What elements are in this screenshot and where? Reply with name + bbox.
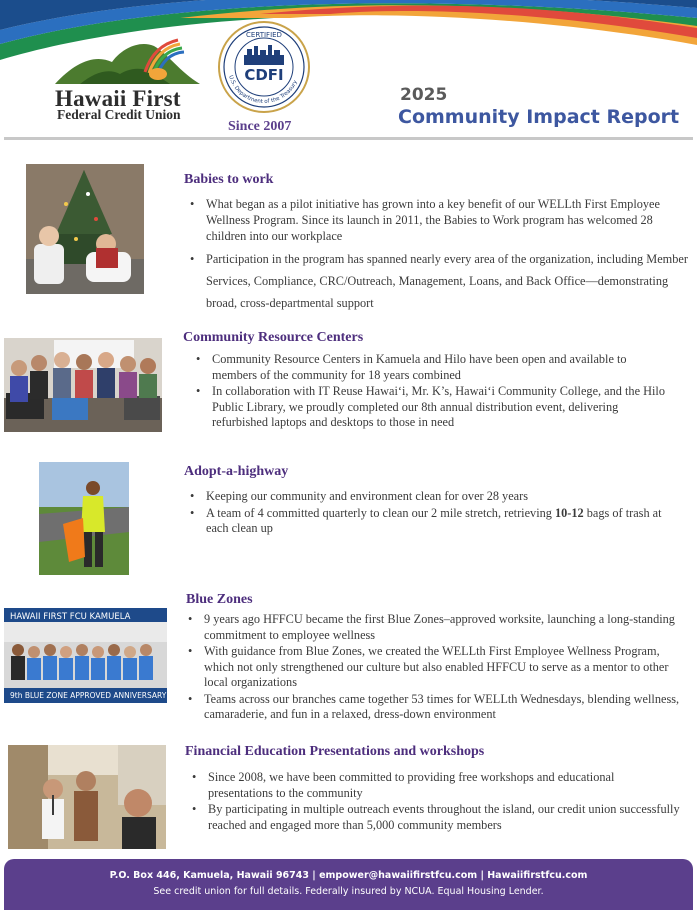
cdfi-certified-text: CERTIFIED (246, 31, 282, 39)
org-name: Hawaii First (55, 86, 181, 111)
trash-bags-count: 10-12 (554, 505, 584, 520)
list-item: • Keeping our community and environment clean for over 28 years (188, 489, 668, 505)
babies-to-work-photo (26, 164, 144, 294)
list-item: • Community Resource Centers in Kamuela and Hilo have been open and available to members of the community for 18 years combined (194, 352, 674, 383)
community-resource-centers-photo (4, 338, 162, 432)
babies-bullets (188, 196, 688, 315)
cdfi-label: CDFI (244, 66, 284, 84)
highway-bullet-text: A team of 4 committed quarterly to clean our 2 mile stretch, retrieving (206, 505, 555, 520)
financial-ed-bullets (190, 770, 680, 834)
list-item: • With guidance from Blue Zones, we created the WELLth First Employee Wellness Program, which not only strengthened our culture but also enabled HFFCU to serve as a mentor to other local organizations (186, 644, 686, 691)
section-title-babies: Babies to work (184, 172, 274, 187)
header-divider (4, 137, 693, 140)
list-item: • 9 years ago HFFCU became the first Blue Zones–approved worksite, launching a long-standing commitment to employee wellness (186, 612, 686, 643)
list-item: • By participating in multiple outreach events throughout the island, our credit union successfully reached and engaged more than 5,000 community members (190, 802, 680, 833)
footer-bar (4, 859, 693, 910)
list-item: • Teams across our branches came together 53 times for WELLth Wednesdays, blending wellness, camaraderie, and fun in a relaxed, dress-down environment (186, 692, 686, 723)
list-item: • Since 2008, we have been committed to providing free workshops and educational presentations to the community (190, 770, 680, 801)
section-title-highway: Adopt-a-highway (184, 464, 289, 479)
report-year: 2025 (400, 85, 448, 105)
section-title-financial-ed: Financial Education Presentations and workshops (185, 744, 485, 759)
cdfi-seal (217, 20, 311, 114)
footer-contact: P.O. Box 446, Kamuela, Hawaii 96743 | empower@hawaiifirstfcu.com | Hawaiifirstfcu.com (109, 870, 588, 881)
section-title-blue-zones: Blue Zones (186, 592, 253, 607)
highway-bullets (188, 489, 668, 538)
footer-disclaimer: See credit union for full details. Federally insured by NCUA. Equal Housing Lender. (153, 886, 544, 897)
cdfi-ring-text: U.S. Department of the Treasury (227, 74, 299, 106)
adopt-a-highway-photo (39, 462, 129, 575)
blue-zones-banner-top: HAWAII FIRST FCU KAMUELA (10, 612, 131, 622)
org-subtitle: Federal Credit Union (57, 107, 181, 122)
financial-education-photo (8, 745, 166, 849)
report-header (0, 0, 697, 140)
report-title: Community Impact Report (398, 106, 680, 128)
blue-zones-banner-bottom: 9th BLUE ZONE APPROVED ANNIVERSARY (10, 691, 167, 700)
blue-zones-photo (4, 608, 167, 703)
since-year: Since 2007 (228, 119, 292, 134)
list-item: • Participation in the program has spanned nearly every area of the organization, including Member Services, Compliance, CRC/Outreach, Management, Loans, and Back Office—demonstrating broad, cross-departmental support (188, 248, 688, 314)
crc-bullets (194, 352, 674, 432)
list-item (188, 506, 668, 537)
list-item: • What began as a pilot initiative has grown into a key benefit of our WELLth First Employee Wellness Program. Since its launch in 2011, the Babies to Work program has welcomed 28 children into our workplace (188, 196, 688, 244)
highway-bullet-text-end: bags of trash at each clean up (206, 505, 662, 535)
blue-zones-bullets (186, 612, 686, 724)
section-title-crc: Community Resource Centers (183, 330, 364, 345)
list-item: • In collaboration with IT Reuse Hawaiʻi, Mr. K’s, Hawaiʻi Community College, and the Hilo Public Library, we proudly completed our 8th annual distribution event, delivering refurbished laptops and desktops to those in need (194, 384, 674, 431)
